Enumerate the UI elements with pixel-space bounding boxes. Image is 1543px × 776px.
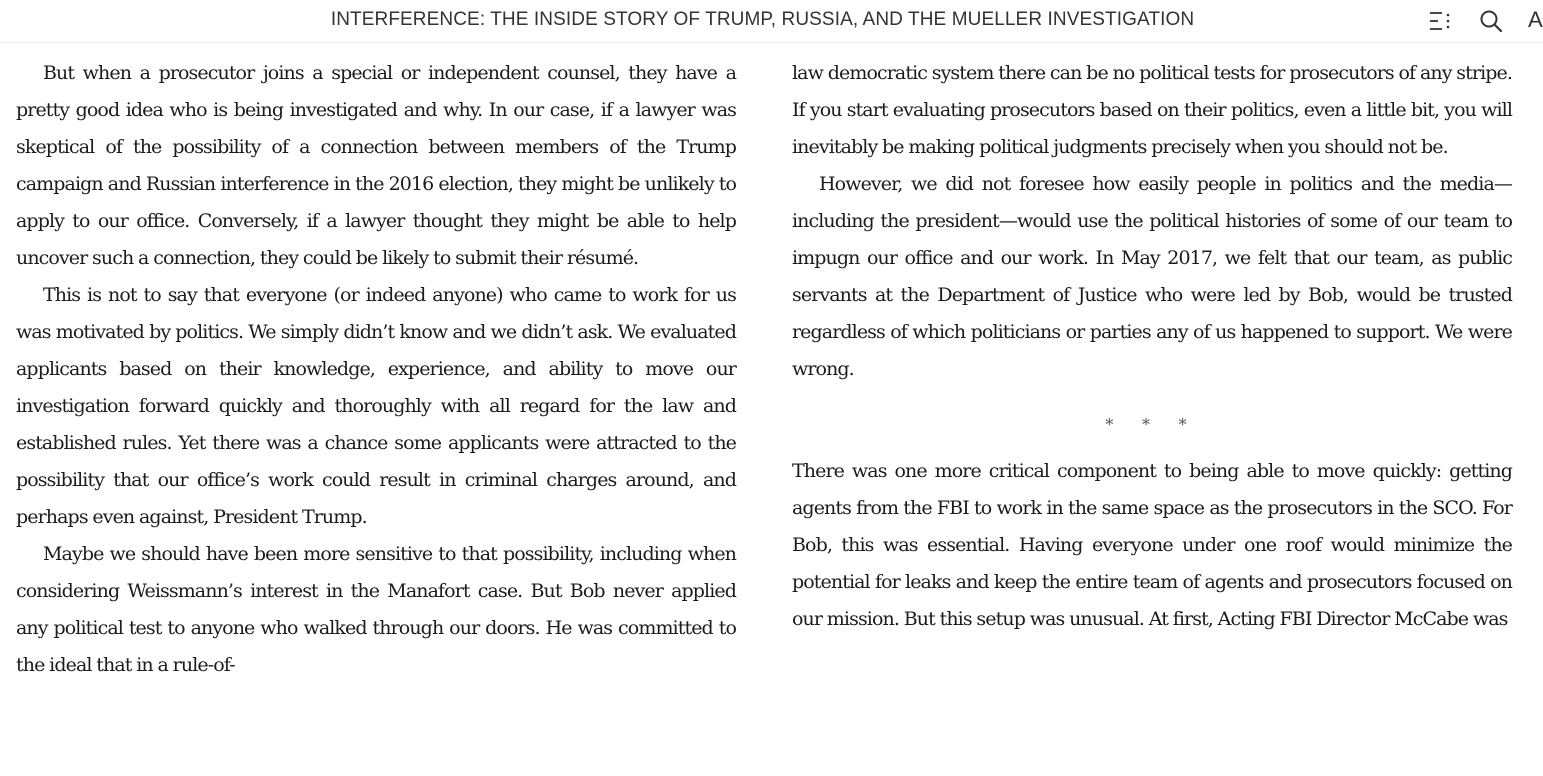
- paragraph: This is not to say that everyone (or indeed anyone) who came to work for us was motivated by politics. We simply didn’t know and we didn’t ask. We evaluated applicants based on their knowledge, experience, and ability to move our investigation forward quickly and thoroughly with all regard for the law and established rules. Yet there was a chance some applicants were attracted to the possibility that our office’s work could result in criminal charges around, and perhaps even against, President Trump.: [16, 284, 736, 528]
- paragraph: Maybe we should have been more sensitive to that possibility, including when considering Weissmann’s interest in the Manafort case. But Bob never applied any political test to anyone who walked through our doors. He was committed to the ideal that in a rule-of-: [16, 543, 736, 676]
- book-title: INTERFERENCE: THE INSIDE STORY OF TRUMP, RUSSIA, AND THE MUELLER INVESTIGATION: [330, 9, 1195, 30]
- scene-break: * * *: [1105, 415, 1199, 434]
- search-icon[interactable]: [1479, 9, 1503, 33]
- table-of-contents-icon[interactable]: [1428, 9, 1452, 33]
- paragraph: law democratic system there can be no political tests for prosecutors of any stripe. If you start evaluating prosecutors based on their politics, even a little bit, you will inevitably be making political judgments precisely when you should not be.: [792, 62, 1512, 158]
- paragraph: However, we did not foresee how easily people in politics and the media—including the president—would use the political histories of some of our team to impugn our office and our work. In May 2017, we felt that our team, as public servants at the Department of Justice who were led by Bob, would be trusted regardless of which politicians or parties any of us happened to support. We were wrong.: [792, 173, 1512, 380]
- paragraph: There was one more critical component to being able to move quickly: getting agents from the FBI to work in the same space as the prosecutors in the SCO. For Bob, this was essential. Having everyone under one roof would minimize the potential for leaks and keep the entire team of agents and prosecutors focused on our mission. But this setup was unusual. At first, Acting FBI Director McCabe was: [792, 460, 1512, 630]
- right-page-column: [792, 55, 1512, 638]
- font-settings-button[interactable]: A: [1528, 7, 1543, 32]
- left-page-column: [16, 55, 736, 684]
- reader-toolbar: [0, 0, 1543, 43]
- paragraph: But when a prosecutor joins a special or independent counsel, they have a pretty good idea who is being investigated and why. In our case, if a lawyer was skeptical of the possibility of a connection between members of the Trump campaign and Russian interference in the 2016 election, they might be unlikely to apply to our office. Conversely, if a lawyer thought they might be able to help uncover such a connection, they could be likely to submit their résumé.: [16, 62, 736, 269]
